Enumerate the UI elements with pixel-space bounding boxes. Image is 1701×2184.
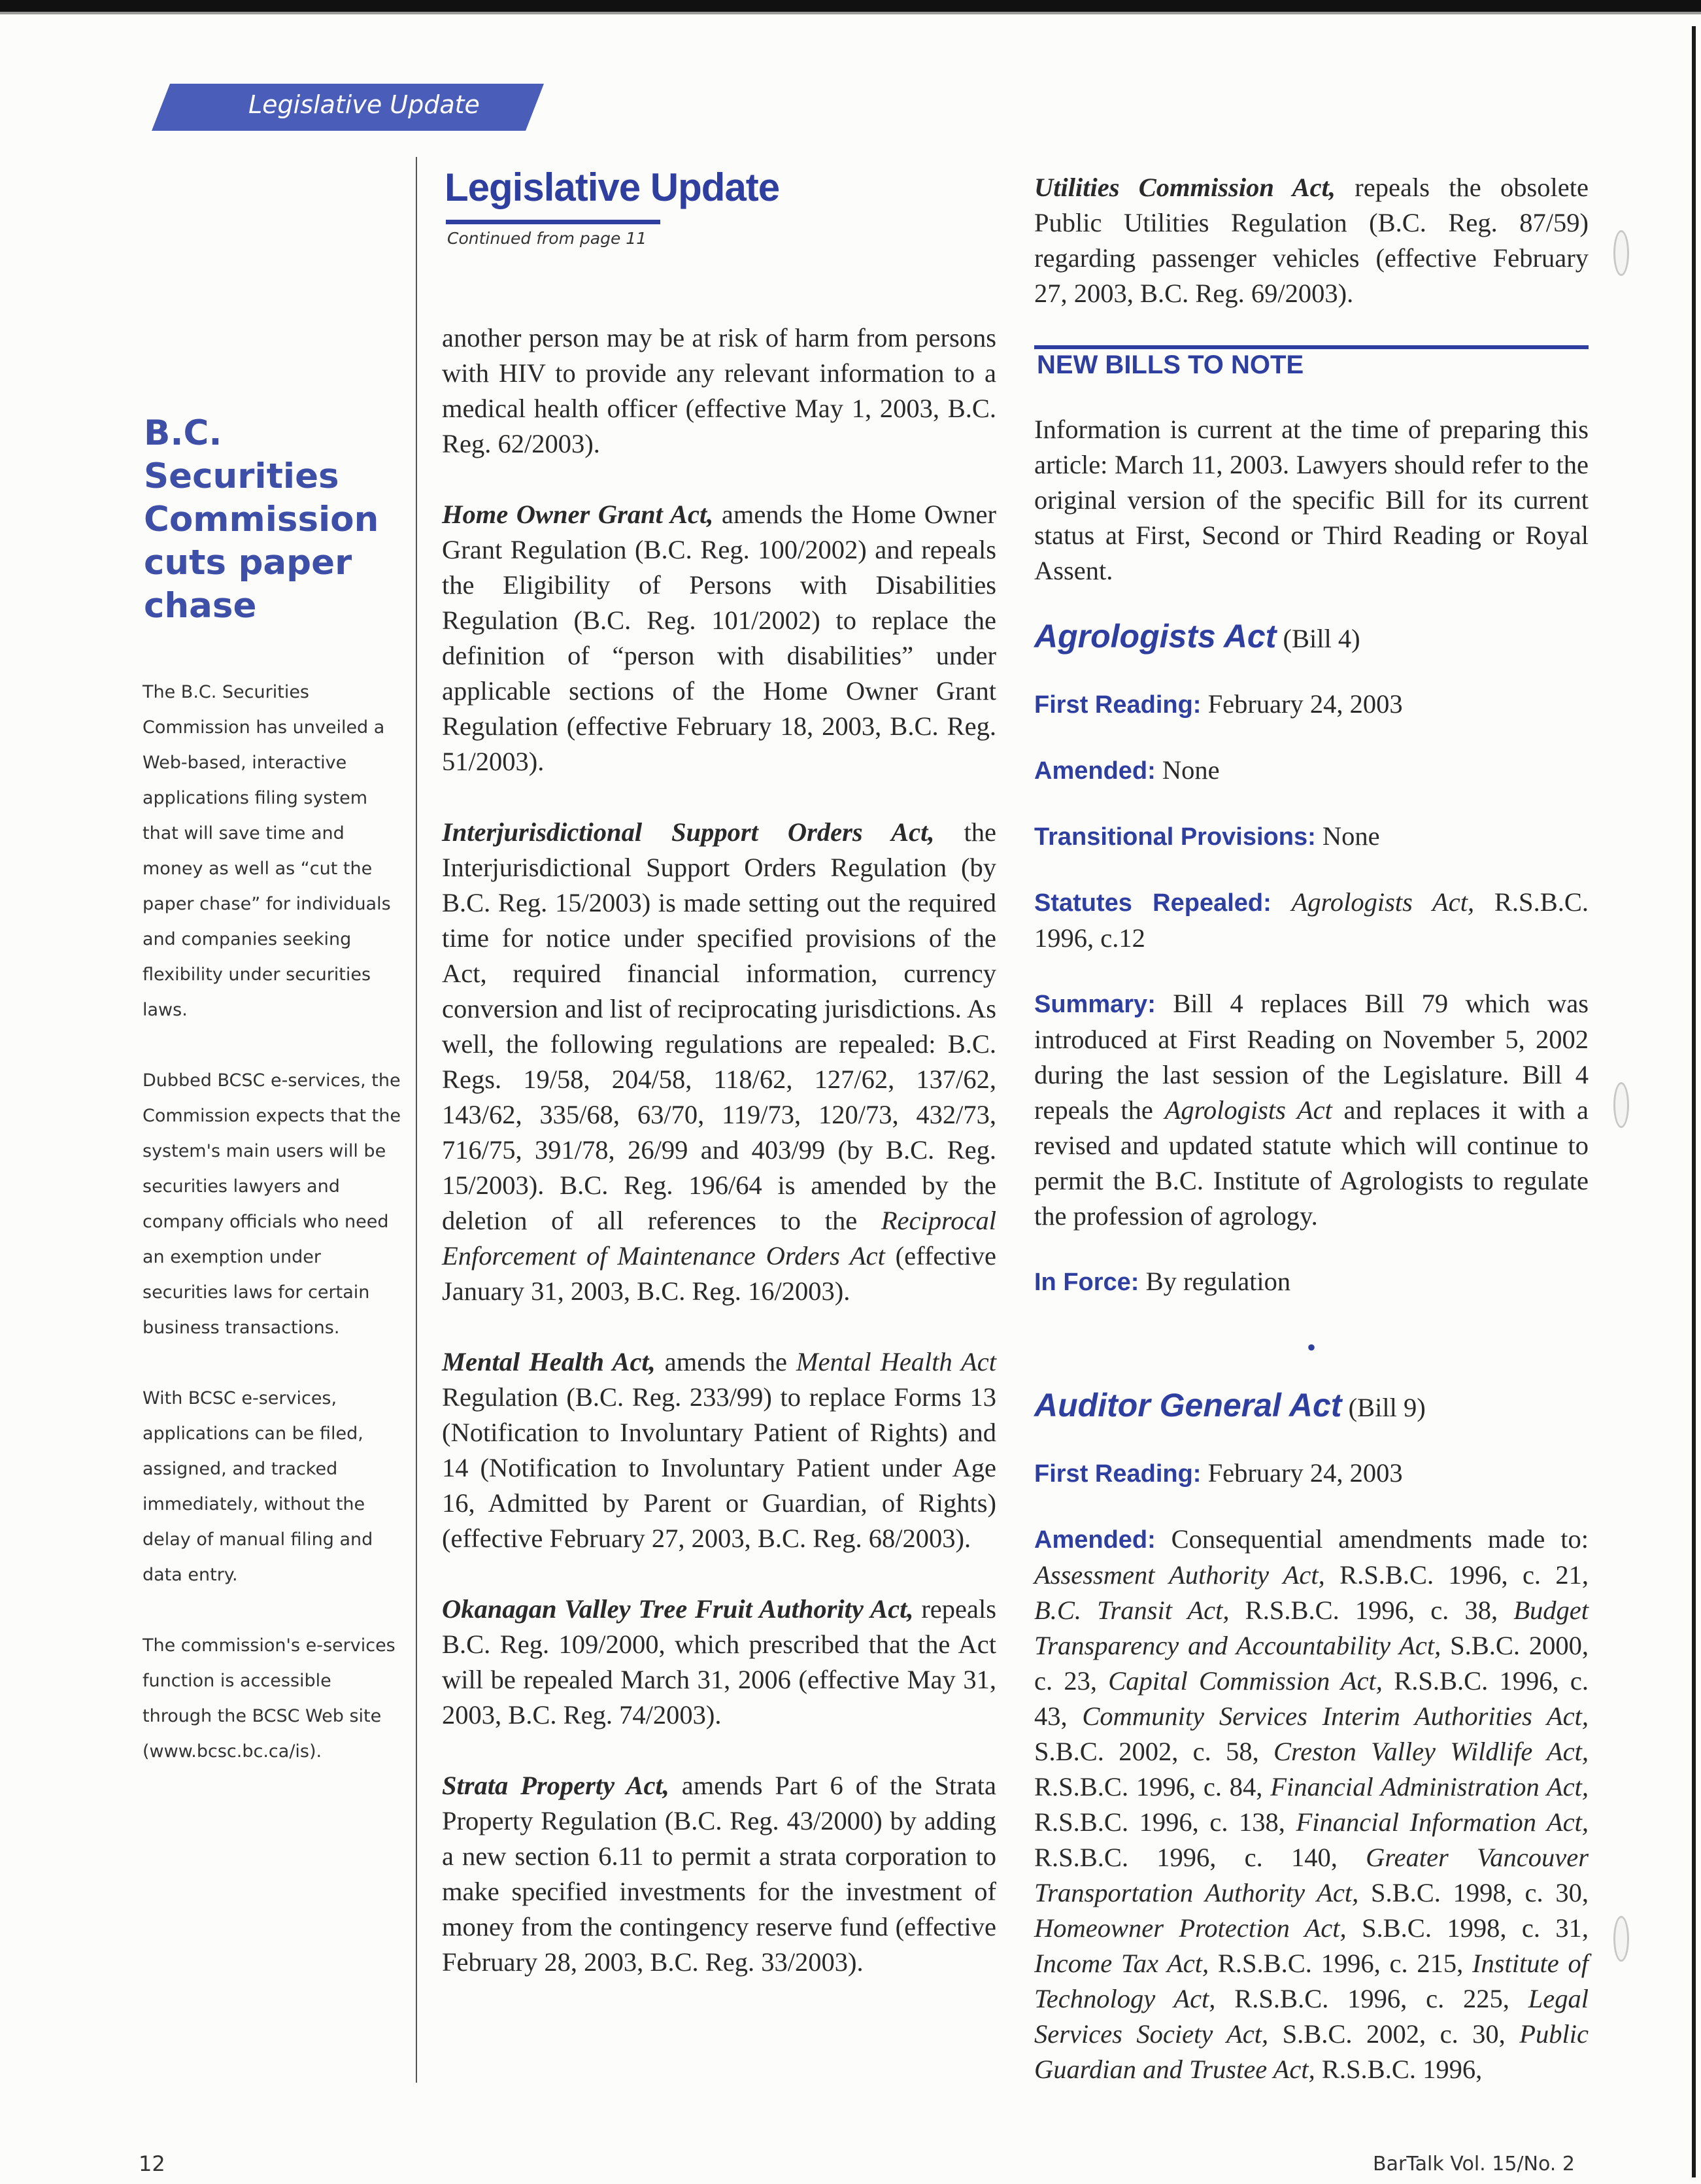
field-label: First Reading: bbox=[1034, 691, 1202, 719]
amended-act-citation: R.S.B.C. 1996, c. 38, bbox=[1229, 1595, 1514, 1625]
amended-act-citation: S.B.C. 1998, c. 30, bbox=[1358, 1878, 1589, 1907]
bill-heading bbox=[1034, 1388, 1589, 1425]
entry-home-owner-grant bbox=[442, 497, 996, 779]
binder-hole bbox=[1613, 1082, 1629, 1128]
sidebar-paragraph: Dubbed BCSC e-services, the Commission expects that the system's main users will be securities lawyers and company officials who need an exemption under securities laws for certain business transactions. bbox=[143, 1070, 401, 1338]
bill-heading bbox=[1034, 619, 1589, 657]
magazine-issue: BarTalk Vol. 15/No. 2 bbox=[1373, 2153, 1575, 2175]
first-reading bbox=[1034, 687, 1589, 723]
entry-tail: Regulation (B.C. Reg. 233/99) to replace Forms 13 (Notification to Involuntary Patient of Rights) and 14 (Notification to Involuntary Patient under Age 16, Admitted by Parent or Guardian, of Rights) (effective February 27, 2003, B.C. Reg. 68/2003). bbox=[442, 1382, 996, 1553]
entry-tail: (effective January 31, 2003, B.C. Reg. 16/2003). bbox=[442, 1241, 996, 1306]
amended-act-name: Capital Commission Act, bbox=[1108, 1666, 1383, 1696]
field-value: R.S.B.C. 1996, c.12 bbox=[1034, 887, 1589, 953]
field-italic: Agrologists Act bbox=[1164, 1095, 1332, 1125]
field-value: None bbox=[1315, 821, 1380, 851]
amended-act-name: Institute of Technology Act, bbox=[1034, 1949, 1589, 2013]
field-label: Statutes Repealed: bbox=[1034, 889, 1272, 917]
binder-hole bbox=[1613, 230, 1629, 276]
bill-title: Auditor General Act bbox=[1034, 1387, 1342, 1424]
sidebar-paragraph: The commission's e-services function is accessible through the BCSC Web site (www.bcsc.bc.ca/is). bbox=[143, 1635, 396, 1762]
amendment-list bbox=[1034, 1560, 1589, 2084]
field-value: February 24, 2003 bbox=[1201, 689, 1403, 719]
amended-act-name: Public Guardian and Trustee Act, bbox=[1034, 2019, 1589, 2084]
intro-paragraph: another person may be at risk of harm from persons with HIV to provide any relevant information to a medical health officer (effective May 1, 2003, B.C. Reg. 62/2003). bbox=[442, 323, 996, 458]
field-label: Amended: bbox=[1034, 757, 1156, 785]
amended-act-name: Greater Vancouver Transportation Authority Act, bbox=[1034, 1843, 1589, 1907]
amended-act-citation: R.S.B.C. 1996, c. 138, bbox=[1034, 1807, 1296, 1837]
field-value: Bill 4 replaces Bill 79 which was introduced at First Reading on November 5, 2002 during the last session of the Legislature. Bill 4 repeals the bbox=[1034, 989, 1589, 1125]
amended-act-citation: R.S.B.C. 1996, c. 84, bbox=[1034, 1772, 1271, 1801]
amended-act-citation: S.B.C. 2002, c. 30, bbox=[1268, 2019, 1520, 2049]
field-label: Transitional Provisions: bbox=[1034, 823, 1316, 851]
field-label: Amended: bbox=[1034, 1526, 1156, 1554]
amended-act-name: Assessment Authority Act, bbox=[1034, 1560, 1325, 1590]
amended-act-name: Financial Administration Act, bbox=[1270, 1772, 1589, 1801]
title-underline bbox=[446, 220, 660, 224]
bill-number: (Bill 4) bbox=[1276, 624, 1360, 653]
entry-mental-health bbox=[442, 1344, 996, 1556]
amended-act-name: Homeowner Protection Act, bbox=[1034, 1913, 1347, 1943]
bill-number: (Bill 9) bbox=[1341, 1393, 1426, 1422]
amended bbox=[1034, 753, 1589, 789]
field-value: Consequential amendments made to: bbox=[1155, 1524, 1589, 1554]
binder-hole bbox=[1613, 1916, 1629, 1962]
first-reading bbox=[1034, 1456, 1589, 1492]
amended-act-name: Income Tax Act, bbox=[1034, 1949, 1209, 1978]
amended-act-citation: R.S.B.C. 1996, c. 21, bbox=[1324, 1560, 1589, 1590]
new-bills-heading: NEW BILLS TO NOTE bbox=[1037, 350, 1304, 379]
field-label: In Force: bbox=[1034, 1269, 1139, 1296]
act-name: Okanagan Valley Tree Fruit Authority Act, bbox=[442, 1594, 914, 1624]
act-name: Interjurisdictional Support Orders Act, bbox=[442, 817, 935, 847]
entry-okanagan bbox=[442, 1592, 996, 1733]
amended-act-citation: S.B.C. 2002, c. 58, bbox=[1034, 1737, 1273, 1766]
act-name: Mental Health Act, bbox=[442, 1347, 656, 1376]
amended-act-citation: R.S.B.C. 1996, c. 43, bbox=[1034, 1666, 1589, 1731]
entry-interjurisdictional bbox=[442, 815, 996, 1309]
amended-act-name: Creston Valley Wildlife Act, bbox=[1273, 1737, 1589, 1766]
entry-text: repeals B.C. Reg. 109/2000, which prescribed that the Act will be repealed March 31, 2006 (effective May 31, 2003, B.C. Reg. 74/2003). bbox=[442, 1594, 996, 1730]
entry-italic: Mental Health Act bbox=[796, 1347, 996, 1376]
sidebar-headline: B.C. Securities Commission cuts paper chase bbox=[144, 413, 379, 626]
summary bbox=[1034, 986, 1589, 1234]
field-value: and replaces it with a revised and updated statute which will continue to permit the B.C. Institute of Agrologists to regulate the profession of agrology. bbox=[1034, 1095, 1589, 1231]
field-value: By regulation bbox=[1139, 1267, 1291, 1296]
new-bills-rule bbox=[1034, 345, 1589, 349]
act-name: Strata Property Act, bbox=[442, 1771, 669, 1800]
entry-text: the Interjurisdictional Support Orders Regulation (by B.C. Reg. 15/2003) is made setting out the required time for notice under specified provisions of the Act, required financial information, currency conversion and list of reciprocating jurisdictions. As well, the following regulations are repealed: B.C. Regs. 19/58, 204/58, 118/62, 127/62, 137/62, 143/62, 335/68, 63/70, 119/73, 120/73, 432/73, 716/75, 391/78, 26/99 and 403/99 (by B.C. Reg. 15/2003). B.C. Reg. 196/64 is amended by the deletion of all references to the bbox=[442, 817, 996, 1235]
sidebar-article bbox=[143, 675, 404, 1805]
field-value: February 24, 2003 bbox=[1201, 1458, 1403, 1488]
entry-italic: Reciprocal Enforcement of Maintenance Orders Act bbox=[442, 1206, 996, 1271]
act-name: Home Owner Grant Act, bbox=[442, 500, 714, 529]
top-rule-shadow bbox=[0, 12, 1701, 14]
field-label: First Reading: bbox=[1034, 1460, 1202, 1488]
amended-act-citation: R.S.B.C. 1996, bbox=[1315, 2055, 1483, 2084]
article-title: Legislative Update bbox=[445, 165, 780, 209]
act-name: Utilities Commission Act, bbox=[1034, 173, 1336, 202]
field-label: Summary: bbox=[1034, 991, 1156, 1018]
amended-act-name: Community Services Interim Authorities Act, bbox=[1082, 1701, 1589, 1731]
amended-act-name: Legal Services Society Act, bbox=[1034, 1984, 1589, 2049]
sidebar-paragraph: With BCSC e-services, applications can be filed, assigned, and tracked immediately, without the delay of manual filing and data entry. bbox=[143, 1388, 373, 1585]
article-body bbox=[442, 320, 996, 2015]
notice-paragraph: Information is current at the time of preparing this article: March 11, 2003. Lawyers should refer to the original version of the specific Bill for its current status at First, Second or Third Reading or Royal Assent. bbox=[1034, 415, 1589, 585]
amended-act-citation: R.S.B.C. 1996, c. 225, bbox=[1215, 1984, 1528, 2013]
column-divider bbox=[416, 157, 417, 2083]
entry-text: amends the bbox=[655, 1347, 796, 1376]
entry-text: amends Part 6 of the Strata Property Regulation (B.C. Reg. 43/2000) by adding a new section 6.11 to permit a strata corporation to make specified investments for the investment of money from the contingency reserve fund (effective February 28, 2003, B.C. Reg. 33/2003). bbox=[442, 1771, 996, 1977]
page-number: 12 bbox=[139, 2151, 165, 2176]
field-italic: Agrologists Act, bbox=[1291, 887, 1475, 917]
entry-text: amends the Home Owner Grant Regulation (B.C. Reg. 100/2002) and repeals the Eligibility of Persons with Disabilities Regulation (B.C. Reg. 101/2002) to replace the definition of “person with disabilities” under applicable sections of the Home Owner Grant Regulation (effective February 18, 2003, B.C. Reg. 51/2003). bbox=[442, 500, 996, 776]
statutes-repealed bbox=[1034, 885, 1589, 956]
amended-act-name: Financial Information Act, bbox=[1296, 1807, 1589, 1837]
amended-act-citation: S.B.C. 1998, c. 31, bbox=[1346, 1913, 1589, 1943]
amended-act-citation: S.B.C. 2000, c. 23, bbox=[1034, 1631, 1589, 1696]
page-edge bbox=[1692, 26, 1696, 2177]
separator-bullet: • bbox=[1306, 1333, 1316, 1362]
field-value: None bbox=[1155, 755, 1220, 785]
entry-text: repeals the obsolete Public Utilities Regulation (B.C. Reg. 87/59) regarding passenger vehicles (effective February 27, 2003, B.C. Reg. 69/2003). bbox=[1034, 173, 1589, 308]
amended-act-citation: R.S.B.C. 1996, c. 215, bbox=[1209, 1949, 1472, 1978]
amended-act-name: Budget Transparency and Accountability Act, bbox=[1034, 1595, 1589, 1660]
amended-act-citation: R.S.B.C. 1996, c. 140, bbox=[1034, 1843, 1366, 1872]
amended-act-name: B.C. Transit Act, bbox=[1034, 1595, 1230, 1625]
sidebar-paragraph: The B.C. Securities Commission has unveiled a Web-based, interactive applications filing system that will save time and money as well as “cut the paper chase” for individuals and companies seeking flexibility under securities laws. bbox=[143, 682, 391, 1020]
carryover-entry bbox=[1034, 170, 1589, 311]
continued-note: Continued from page 11 bbox=[447, 229, 647, 248]
amended bbox=[1034, 1522, 1589, 2087]
in-force bbox=[1034, 1264, 1589, 1300]
transitional-provisions bbox=[1034, 819, 1589, 855]
new-bills-body bbox=[1034, 412, 1589, 2117]
entry-strata bbox=[442, 1768, 996, 1980]
top-rule bbox=[0, 0, 1701, 12]
bill-title: Agrologists Act bbox=[1034, 618, 1277, 655]
section-banner-label: Legislative Update bbox=[248, 90, 480, 119]
